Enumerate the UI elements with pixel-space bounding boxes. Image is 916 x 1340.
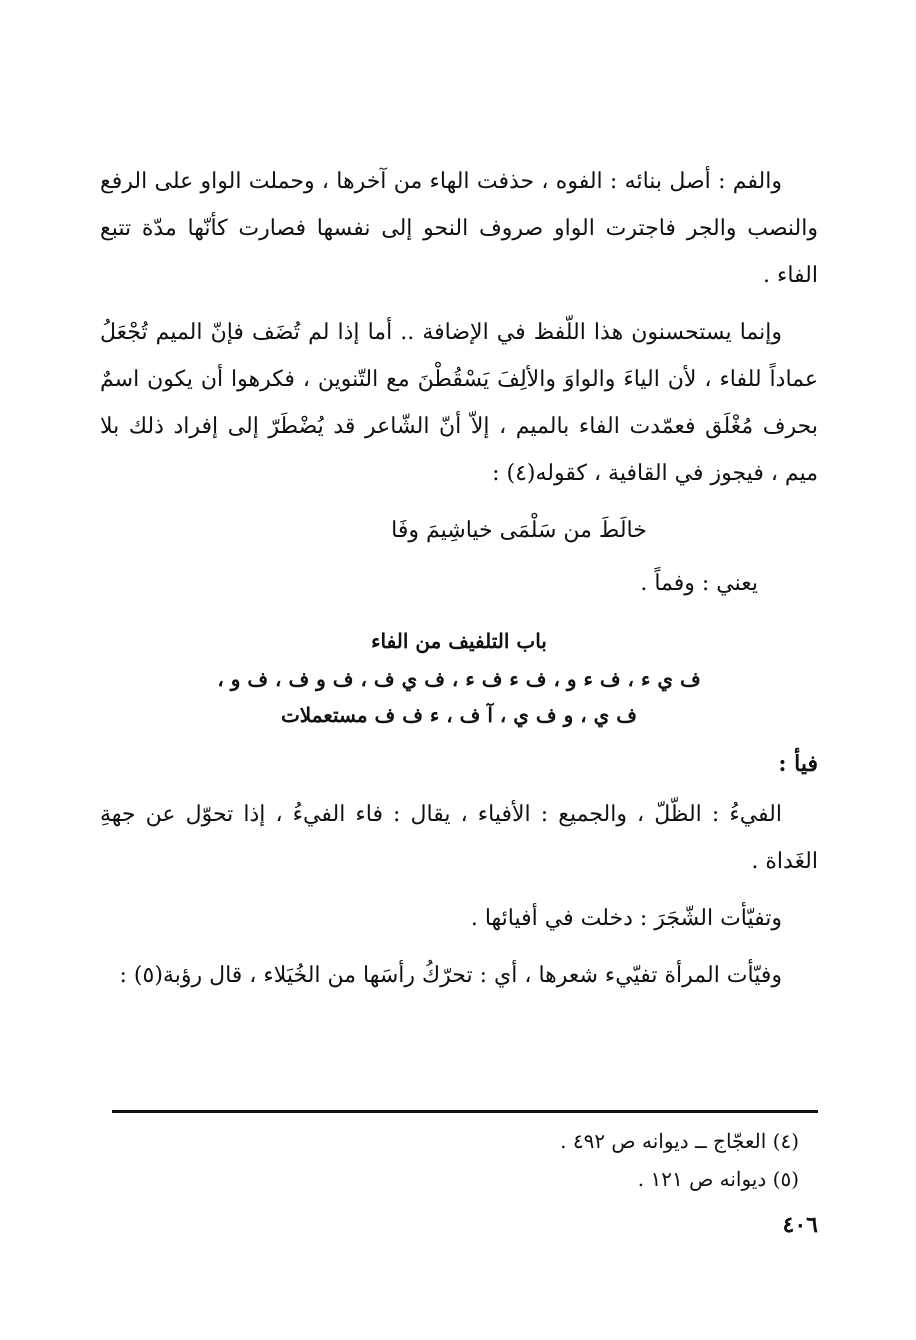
footnote-5: (٥) ديوانه ص ١٢١ . xyxy=(637,1167,799,1191)
chapter-heading: باب التلفيف من الفاء xyxy=(371,629,547,653)
paragraph-1: والفم : أصل بنائه : الفوه ، حذفت الهاء من آخرها ، وحملت الواو على الرفع والنصب والجر فاجترت الواو صروف النحو إلى نفسها فصارت كأنّها مدّة تتبع الفاء . xyxy=(100,169,818,288)
verse-gloss: يعني : وفماً . xyxy=(640,571,758,596)
footnote-divider xyxy=(112,1110,818,1113)
paragraph-2: وإنما يستحسنون هذا اللّفظ في الإضافة .. أما إذا لم تُضَف فإنّ الميم تُجْعَلُ عماداً للفاء ، لأن الياءَ والواوَ والألِفَ يَسْقُطْنَ مع التّنوين ، فكرهوا أن يكون اسمٌ بحرف مُغْلَق فعمّدت الفاء بالميم ، إلاّ أنّ الشّاعر قد يُضْطَرّ إلى إفراد ذلك بلا ميم ، فيجوز في القافية ، كقوله(٤) : xyxy=(100,320,818,486)
verse-line: خالَطَ من سَلْمَى خياشِيمَ وفَا xyxy=(391,518,647,543)
footnote-4: (٤) العجّاج ــ ديوانه ص ٤٩٢ . xyxy=(560,1129,799,1153)
page-body xyxy=(100,158,818,1009)
footnotes xyxy=(100,1122,805,1198)
paragraph-5: وفيّأت المرأة تفيّيء شعرها ، أي : تحرّكُ رأسَها من الخُيَلاء ، قال رؤبة(٥) : xyxy=(119,963,782,988)
page-number: ٤٠٦ xyxy=(782,1212,818,1238)
entry-heading: فيأ : xyxy=(778,751,818,777)
paragraph-4: وتفيّأت الشّجَرَ : دخلت في أفيائها . xyxy=(470,906,782,931)
letter-combinations-line-2: ف ي ، و ف ي ، آ ف ، ء ف ف مستعملات xyxy=(280,703,638,727)
paragraph-3: الفيءُ : الظّلّ ، والجميع : الأفياء ، يقال : فاء الفيءُ ، إذا تحوّل عن جهةِ الغَداة . xyxy=(100,802,818,874)
letter-combinations-line-1: ف ي ء ، ف ء و ، ف ء ف ء ، ف ي ف ، ف و ف ، ف و ، xyxy=(217,667,701,691)
